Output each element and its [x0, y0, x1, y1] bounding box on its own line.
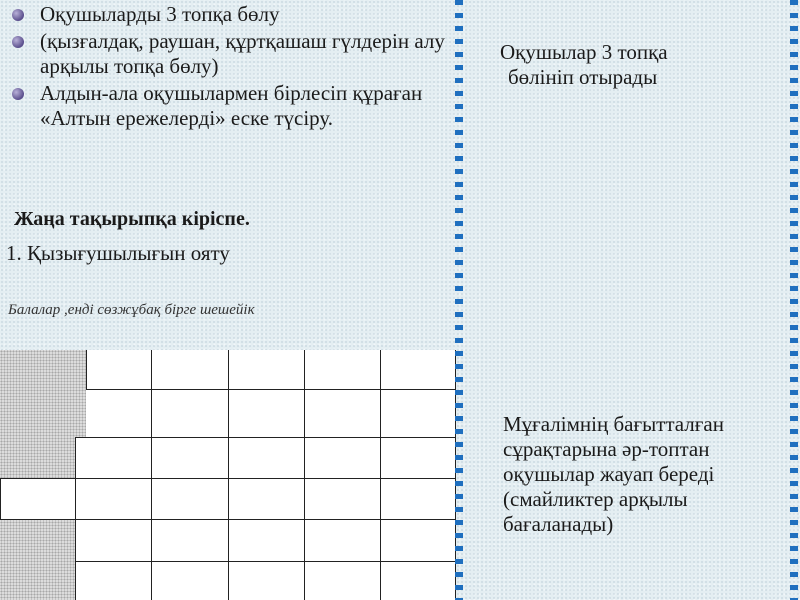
crossword-cell[interactable] — [304, 437, 381, 479]
crossword-cell[interactable] — [380, 478, 456, 520]
crossword-cell[interactable] — [151, 437, 229, 479]
bullet-text: (қызғалдақ, раушан, құртқашаш гүлдерін алу арқылы топқа бөлу) — [40, 29, 445, 78]
crossword-cell[interactable] — [151, 350, 229, 390]
dotted-divider — [455, 0, 463, 600]
crossword-cell[interactable] — [228, 478, 305, 520]
crossword-cell[interactable] — [0, 478, 76, 520]
crossword-cell[interactable] — [228, 350, 305, 390]
crossword-instruction: Балалар ,енді сөзжұбақ бірге шешейік — [8, 302, 255, 318]
bullet-item-2 — [10, 29, 450, 79]
bullet-list — [10, 2, 450, 133]
right-text-line: Оқушылар 3 топқа — [500, 40, 668, 64]
crossword-cell[interactable] — [380, 519, 456, 562]
section-heading: Жаңа тақырыпқа кіріспе. — [14, 208, 250, 230]
right-text-answers: Мұғалімнің бағытталған сұрақтарына әр-топтан оқушылар жауап береді (смайликтер арқылы бағаланады) — [503, 412, 724, 536]
bullet-item-1 — [10, 2, 450, 27]
crossword-hatch-area — [0, 350, 86, 600]
bullet-text: Алдын-ала оқушылармен бірлесіп құраған «Алтын ережелерді» еске түсіру. — [40, 81, 423, 130]
crossword-cell[interactable] — [380, 437, 456, 479]
crossword-cell[interactable] — [228, 519, 305, 562]
crossword-cell[interactable] — [75, 561, 152, 600]
crossword-cell[interactable] — [304, 389, 381, 438]
crossword-cell[interactable] — [151, 561, 229, 600]
crossword-cell[interactable] — [304, 478, 381, 520]
crossword-cell[interactable] — [228, 561, 305, 600]
crossword-cell[interactable] — [75, 519, 152, 562]
bullet-text: Оқушыларды 3 топқа бөлу — [40, 2, 280, 26]
crossword-grid — [0, 350, 456, 600]
crossword-cell[interactable] — [151, 389, 229, 438]
bullet-dot-icon — [12, 36, 24, 48]
bullet-item-3 — [10, 81, 450, 131]
crossword-cell[interactable] — [151, 519, 229, 562]
crossword-cell[interactable] — [304, 561, 381, 600]
crossword-cell[interactable] — [75, 437, 152, 479]
crossword-cell[interactable] — [228, 437, 305, 479]
crossword-cell[interactable] — [86, 350, 152, 390]
crossword-cell[interactable] — [151, 478, 229, 520]
crossword-cell[interactable] — [380, 389, 456, 438]
dotted-frame-right — [790, 0, 798, 600]
bullet-dot-icon — [12, 88, 24, 100]
right-text-groups — [500, 40, 780, 90]
section-subheading: 1. Қызығушылығын ояту — [6, 241, 230, 265]
right-text-line: бөлініп отырады — [508, 65, 658, 89]
crossword-cell[interactable] — [380, 350, 456, 390]
crossword-cell[interactable] — [304, 350, 381, 390]
crossword-cell[interactable] — [380, 561, 456, 600]
crossword-cell[interactable] — [304, 519, 381, 562]
bullet-dot-icon — [12, 9, 24, 21]
crossword-cell[interactable] — [228, 389, 305, 438]
crossword-cell[interactable] — [75, 478, 152, 520]
